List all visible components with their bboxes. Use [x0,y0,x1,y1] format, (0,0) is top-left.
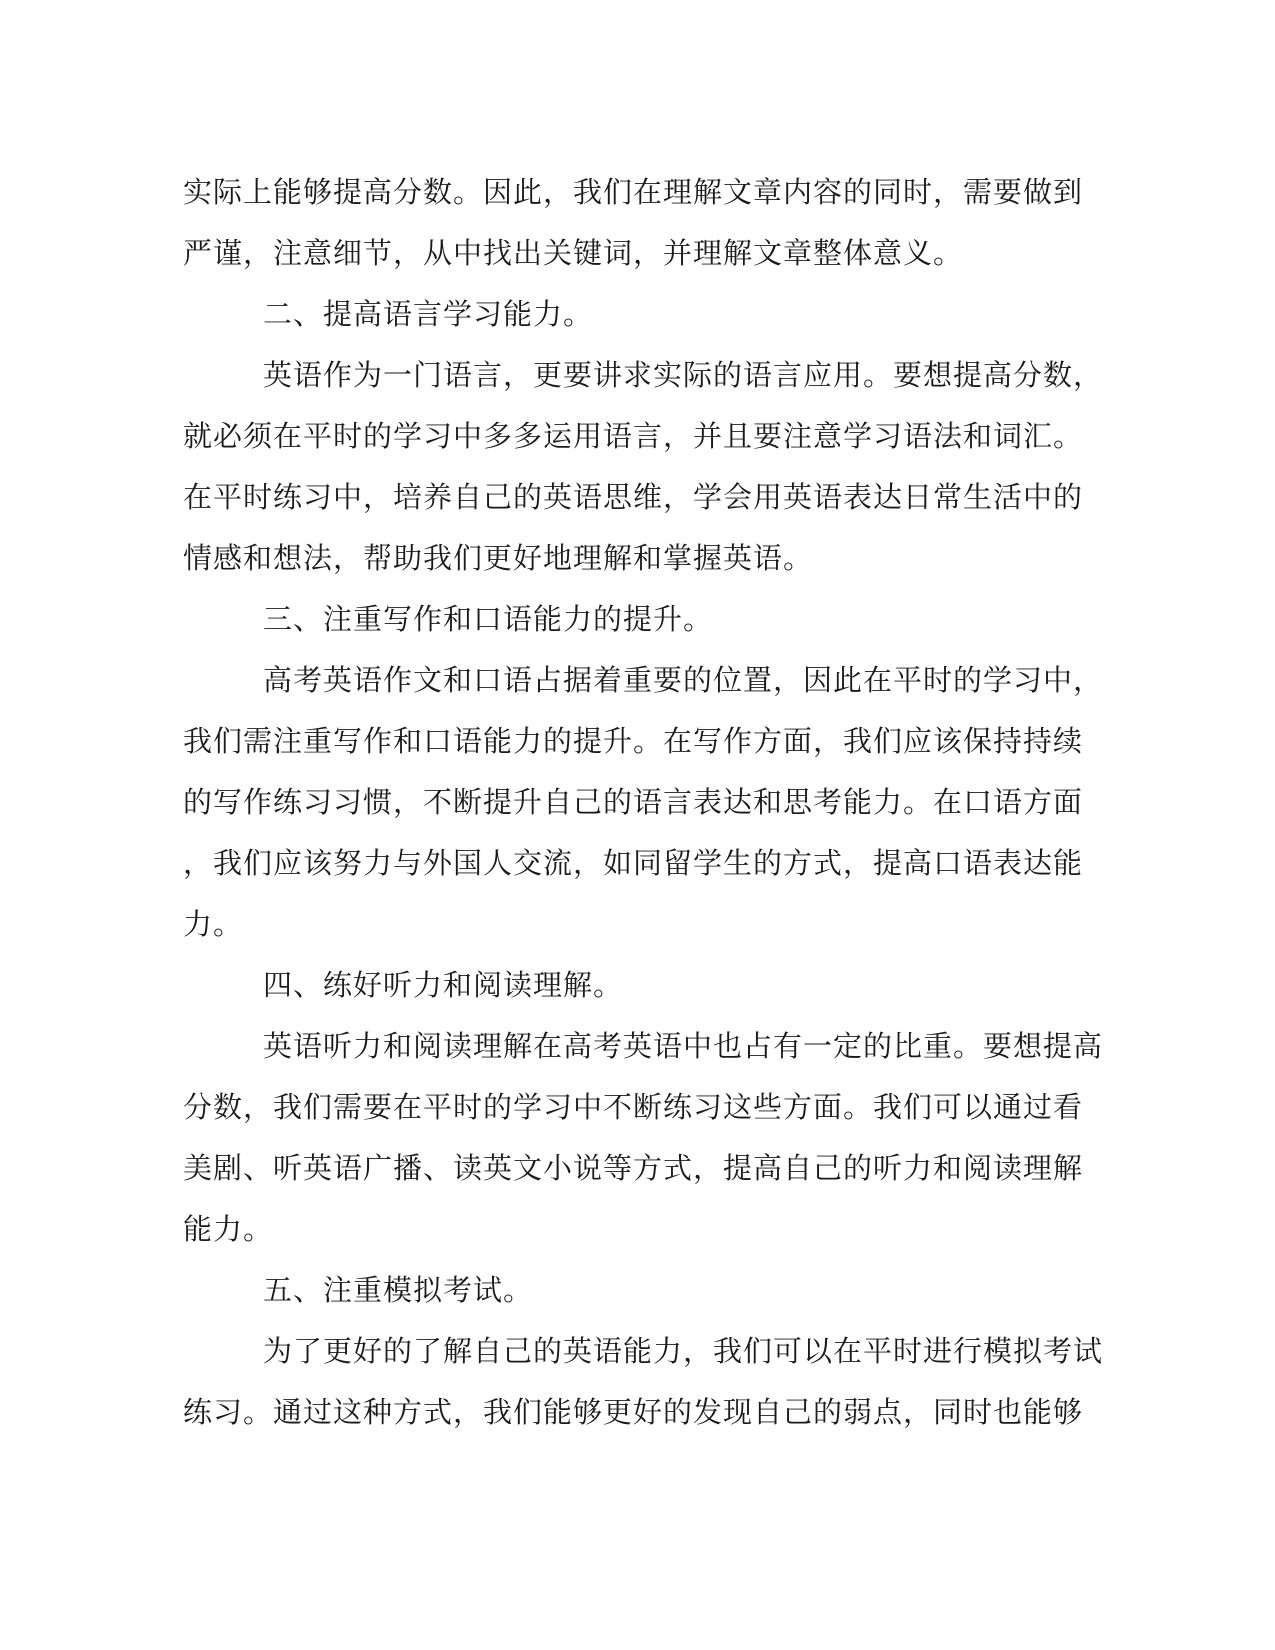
text-line: 在平时练习中，培养自己的英语思维，学会用英语表达日常生活中的 [183,480,1084,514]
text-line: 高考英语作文和口语占据着重要的位置，因此在平时的学习中， [263,663,1104,697]
section-heading-3: 三、注重写作和口语能力的提升。 [263,602,714,636]
text-line: 实际上能够提高分数。因此，我们在理解文章内容的同时，需要做到 [183,175,1084,209]
section-heading-2: 二、提高语言学习能力。 [263,297,594,331]
text-line: 分数，我们需要在平时的学习中不断练习这些方面。我们可以通过看 [183,1090,1084,1124]
section-heading-5: 五、注重模拟考试。 [263,1273,534,1307]
section-heading-4: 四、练好听力和阅读理解。 [263,968,624,1002]
text-line: 力。 [183,907,244,941]
text-line: 练习。通过这种方式，我们能够更好的发现自己的弱点，同时也能够 [183,1395,1084,1429]
text-line: 严谨，注意细节，从中找出关键词，并理解文章整体意义。 [183,236,964,270]
text-line: ，我们应该努力与外国人交流，如同留学生的方式，提高口语表达能 [183,846,1084,880]
text-line: 美剧、听英语广播、读英文小说等方式，提高自己的听力和阅读理解 [183,1151,1084,1185]
text-line: 我们需注重写作和口语能力的提升。在写作方面，我们应该保持持续 [183,724,1084,758]
text-line: 就必须在平时的学习中多多运用语言，并且要注意学习语法和词汇。 [183,419,1084,453]
text-line: 能力。 [183,1212,274,1246]
text-line: 情感和想法，帮助我们更好地理解和掌握英语。 [183,541,814,575]
text-line: 英语听力和阅读理解在高考英语中也占有一定的比重。要想提高 [263,1029,1104,1063]
text-line: 英语作为一门语言，更要讲求实际的语言应用。要想提高分数， [263,358,1104,392]
text-line: 为了更好的了解自己的英语能力，我们可以在平时进行模拟考试 [263,1334,1104,1368]
text-block [183,162,1103,1443]
text-line: 的写作练习习惯，不断提升自己的语言表达和思考能力。在口语方面 [183,785,1084,819]
